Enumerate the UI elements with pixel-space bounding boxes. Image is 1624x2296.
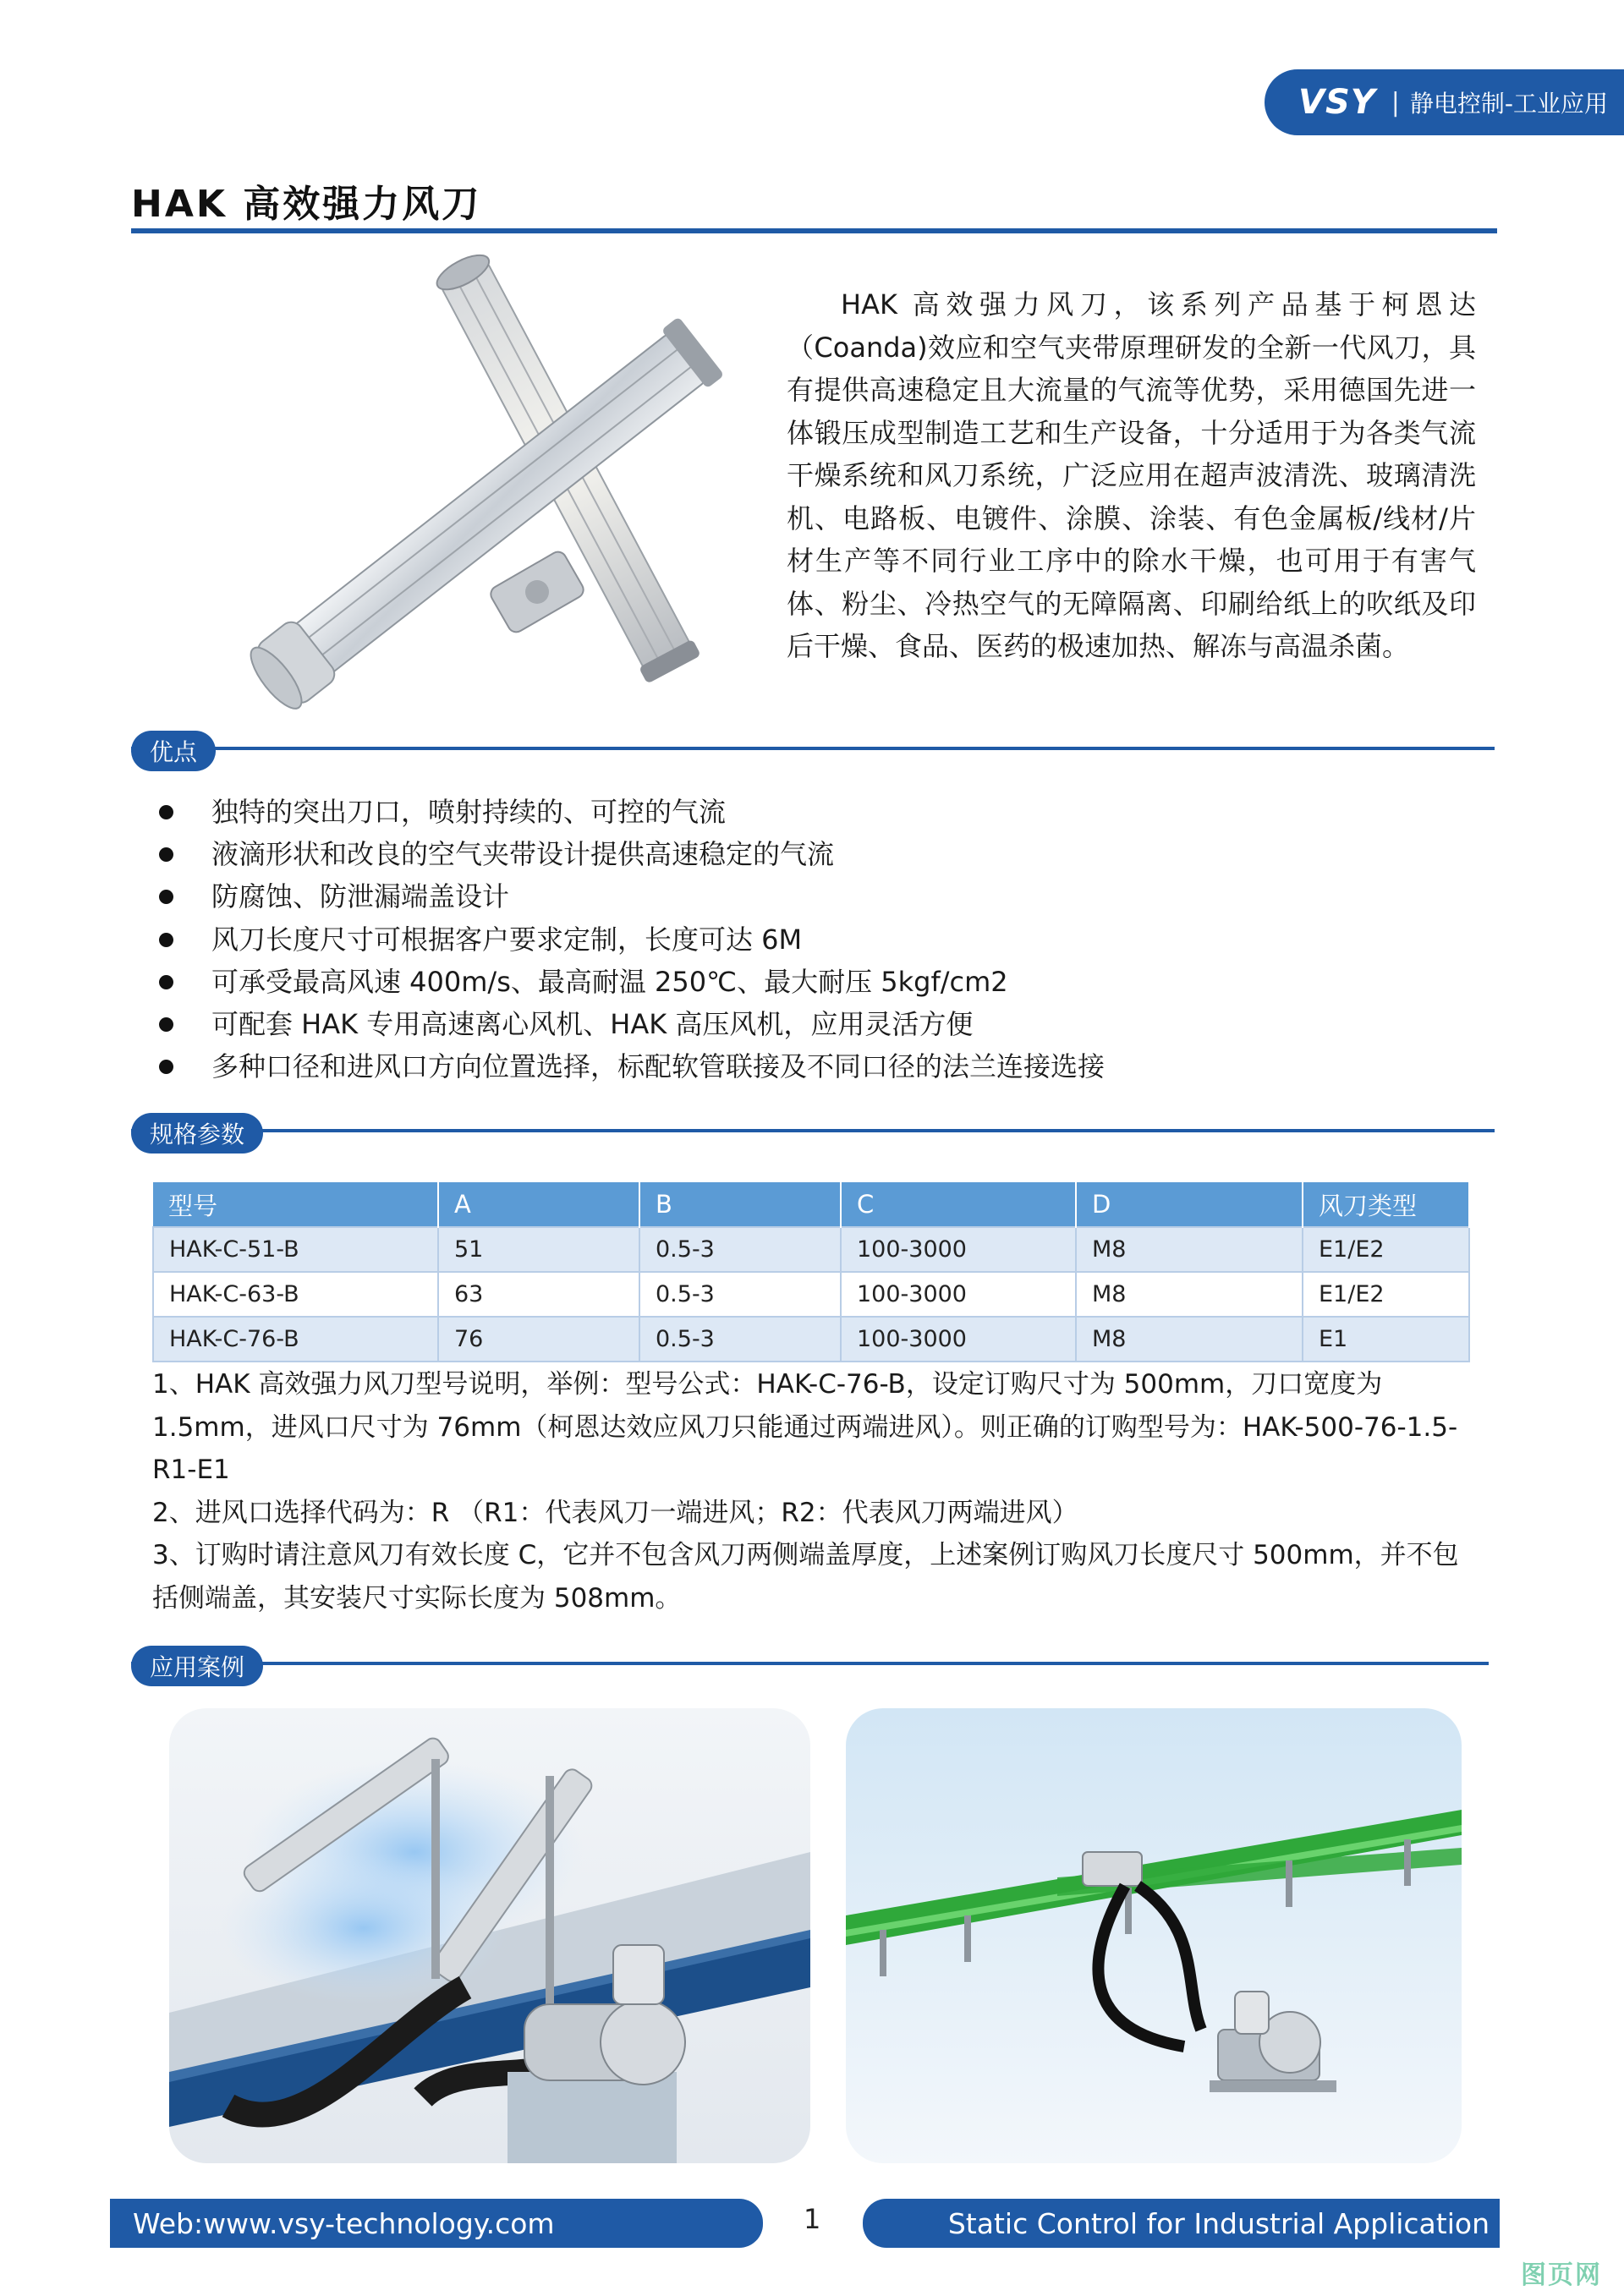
col-c: C: [841, 1182, 1076, 1227]
brand-badge: [1265, 69, 1624, 135]
note-item: 1、HAK 高效强力风刀型号说明，举例：型号公式：HAK-C-76-B，设定订购尺寸为 500mm，刀口宽度为 1.5mm，进风口尺寸为 76mm（柯恩达效应风刀只能通过两端进风）。则正确的订购型号为：HAK-500-76-1.5-R1-E1: [152, 1369, 1458, 1485]
col-model: 型号: [153, 1182, 438, 1227]
page-number: 1: [804, 2203, 821, 2235]
slogan-text: Static Control for Industrial Application: [947, 2206, 1490, 2240]
list-item: 多种口径和进风口方向位置选择，标配软管联接及不同口径的法兰连接选接: [152, 1045, 1105, 1088]
table-cell: 0.5-3: [639, 1317, 841, 1362]
note-item: 2、进风口选择代码为：R （R1：代表风刀一端进风；R2：代表风刀两端进风）: [152, 1497, 1078, 1528]
table-cell: HAK-C-63-B: [153, 1272, 438, 1317]
brand-separator: |: [1391, 87, 1400, 118]
table-row: [153, 1317, 1469, 1362]
ordering-notes: [152, 1363, 1472, 1619]
table-cell: 100-3000: [841, 1317, 1076, 1362]
table-cell: 100-3000: [841, 1227, 1076, 1272]
intro-paragraph: HAK 高效强力风刀，该系列产品基于柯恩达（Coanda)效应和空气夹带原理研发的全新一代风刀，具有提供高速稳定且大流量的气流等优势，采用德国先进一体锻压成型制造工艺和生产设备，十分适用于为各类气流干燥系统和风刀系统，广泛应用在超声波清洗、玻璃清洗机、电路板、电镀件、涂膜、涂装、有色金属板/线材/片材生产等不同行业工序中的除水干燥，也可用于有害气体、粉尘、冷热空气的无障隔离、印刷给纸上的吹纸及印后干燥、食品、医药的极速加热、解冻与高温杀菌。: [787, 288, 1476, 662]
table-cell: E1/E2: [1303, 1227, 1469, 1272]
table-cell: M8: [1076, 1227, 1303, 1272]
product-image: [216, 254, 757, 710]
table-cell: M8: [1076, 1317, 1303, 1362]
table-header-row: [153, 1182, 1469, 1227]
list-item: 风刀长度尺寸可根据客户要求定制，长度可达 6M: [152, 918, 1105, 961]
conveyor-drying-illustration: [169, 1708, 810, 2163]
col-knife-type: 风刀类型: [1303, 1182, 1469, 1227]
list-item: 独特的突出刀口，喷射持续的、可控的气流: [152, 791, 1105, 833]
advantages-heading: 优点: [131, 731, 216, 771]
table-row: [153, 1227, 1469, 1272]
brand-tagline: 静电控制-工业应用: [1409, 90, 1608, 118]
note-item: 3、订购时请注意风刀有效长度 C，它并不包含风刀两侧端盖厚度，上述案例订购风刀长度尺寸 500mm，并不包括侧端盖，其安装尺寸实际长度为 508mm。: [152, 1540, 1459, 1614]
table-cell: 51: [438, 1227, 639, 1272]
case-image-1: [169, 1708, 810, 2163]
table-cell: E1/E2: [1303, 1272, 1469, 1317]
specs-divider: [131, 1129, 1495, 1132]
col-a: A: [438, 1182, 639, 1227]
list-item: 可承受最高风速 400m/s、最高耐温 250℃、最大耐压 5kgf/cm2: [152, 961, 1105, 1003]
specs-heading: 规格参数: [131, 1113, 263, 1153]
table-cell: 100-3000: [841, 1272, 1076, 1317]
pipe-drying-illustration: [846, 1708, 1462, 2163]
col-b: B: [639, 1182, 841, 1227]
spec-table: [152, 1182, 1470, 1362]
air-knife-illustration: [216, 254, 757, 710]
advantages-list: [152, 791, 1105, 1088]
table-row: [153, 1272, 1469, 1317]
table-cell: HAK-C-76-B: [153, 1317, 438, 1362]
advantages-divider: [131, 747, 1495, 750]
list-item: 防腐蚀、防泄漏端盖设计: [152, 875, 1105, 918]
list-item: 可配套 HAK 专用高速离心风机、HAK 高压风机，应用灵活方便: [152, 1003, 1105, 1045]
brand-logo: VSY: [1298, 83, 1376, 122]
watermark: 图页网: [1521, 2260, 1602, 2290]
page-title: HAK 高效强力风刀: [131, 183, 482, 226]
table-cell: 0.5-3: [639, 1227, 841, 1272]
table-cell: 63: [438, 1272, 639, 1317]
title-divider: [131, 228, 1497, 233]
footer-website: [110, 2199, 763, 2248]
table-cell: M8: [1076, 1272, 1303, 1317]
table-cell: HAK-C-51-B: [153, 1227, 438, 1272]
table-cell: 76: [438, 1317, 639, 1362]
cases-divider: [131, 1662, 1489, 1665]
case-image-2: [846, 1708, 1462, 2163]
website-text: Web:www.vsy-technology.com: [133, 2206, 555, 2240]
table-cell: 0.5-3: [639, 1272, 841, 1317]
cases-heading: 应用案例: [131, 1646, 263, 1686]
footer-slogan: [863, 2199, 1500, 2248]
col-d: D: [1076, 1182, 1303, 1227]
list-item: 液滴形状和改良的空气夹带设计提供高速稳定的气流: [152, 833, 1105, 875]
table-cell: E1: [1303, 1317, 1469, 1362]
